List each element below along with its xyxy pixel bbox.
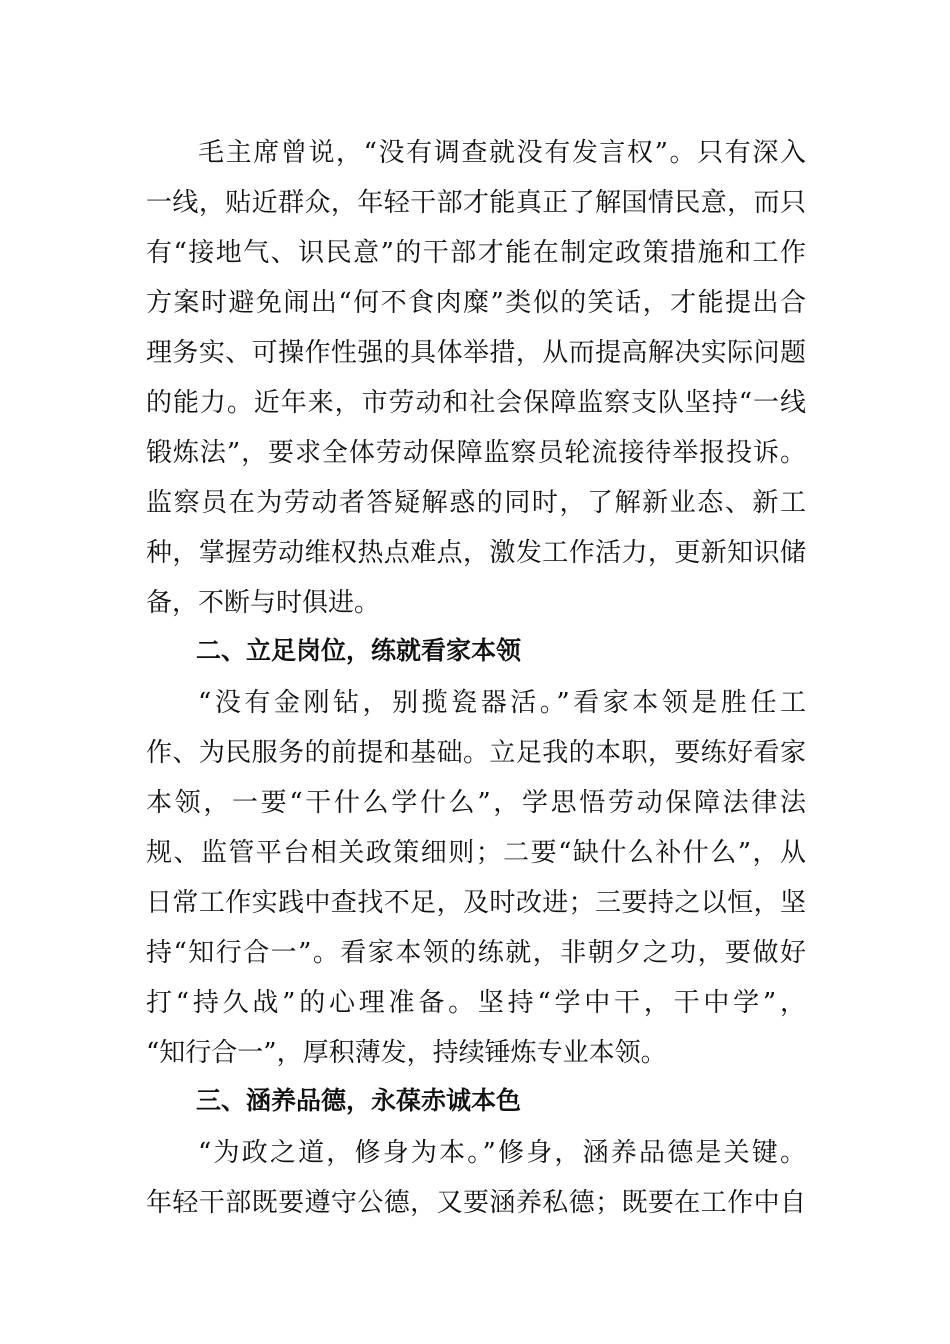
paragraph-1-line-4: 方案时避免闹出“何不食肉糜”类似的笑话，才能提出合 [146, 288, 806, 318]
paragraph-1-line-1: 毛主席曾说，“没有调查就没有发言权”。只有深入 [198, 138, 806, 168]
paragraph-1-line-8: 监察员在为劳动者答疑解惑的同时，了解新业态、新工 [146, 488, 806, 518]
paragraph-2-line-4: 规、监管平台相关政策细则；二要“缺什么补什么”，从 [146, 838, 806, 868]
paragraph-1-line-10: 备，不断与时俱进。 [146, 588, 381, 618]
section-heading-3: 三、涵养品德，永葆赤诚本色 [196, 1086, 522, 1115]
paragraph-2-line-8: “知行合一”，厚积薄发，持续锤炼专业本领。 [146, 1038, 667, 1068]
paragraph-2-line-5: 日常工作实践中查找不足，及时改进；三要持之以恒，坚 [146, 888, 806, 918]
paragraph-3-line-2: 年轻干部既要遵守公德，又要涵养私德；既要在工作中自 [146, 1188, 806, 1218]
paragraph-2-line-1: “没有金刚钻，别揽瓷器活。”看家本领是胜任工 [198, 688, 806, 718]
paragraph-1-line-5: 理务实、可操作性强的具体举措，从而提高解决实际问题 [146, 338, 806, 368]
paragraph-1-line-6: 的能力。近年来，市劳动和社会保障监察支队坚持“一线 [146, 388, 806, 418]
paragraph-2-line-6: 持“知行合一”。看家本领的练就，非朝夕之功，要做好 [146, 938, 806, 968]
paragraph-1-line-2: 一线，贴近群众，年轻干部才能真正了解国情民意，而只 [146, 188, 806, 218]
paragraph-1-line-7: 锻炼法”，要求全体劳动保障监察员轮流接待举报投诉。 [146, 438, 806, 468]
section-heading-2: 二、立足岗位，练就看家本领 [196, 636, 522, 665]
paragraph-2-line-7: 打“持久战”的心理准备。坚持“学中干，干中学”， [146, 988, 806, 1018]
paragraph-1-line-9: 种，掌握劳动维权热点难点，激发工作活力，更新知识储 [146, 538, 806, 568]
paragraph-2-line-3: 本领，一要“干什么学什么”，学思悟劳动保障法律法 [146, 788, 806, 818]
paragraph-2-line-2: 作、为民服务的前提和基础。立足我的本职，要练好看家 [146, 738, 806, 768]
paragraph-1-line-3: 有“接地气、识民意”的干部才能在制定政策措施和工作 [146, 238, 806, 268]
paragraph-3-line-1: “为政之道，修身为本。”修身，涵养品德是关键。 [198, 1138, 806, 1168]
